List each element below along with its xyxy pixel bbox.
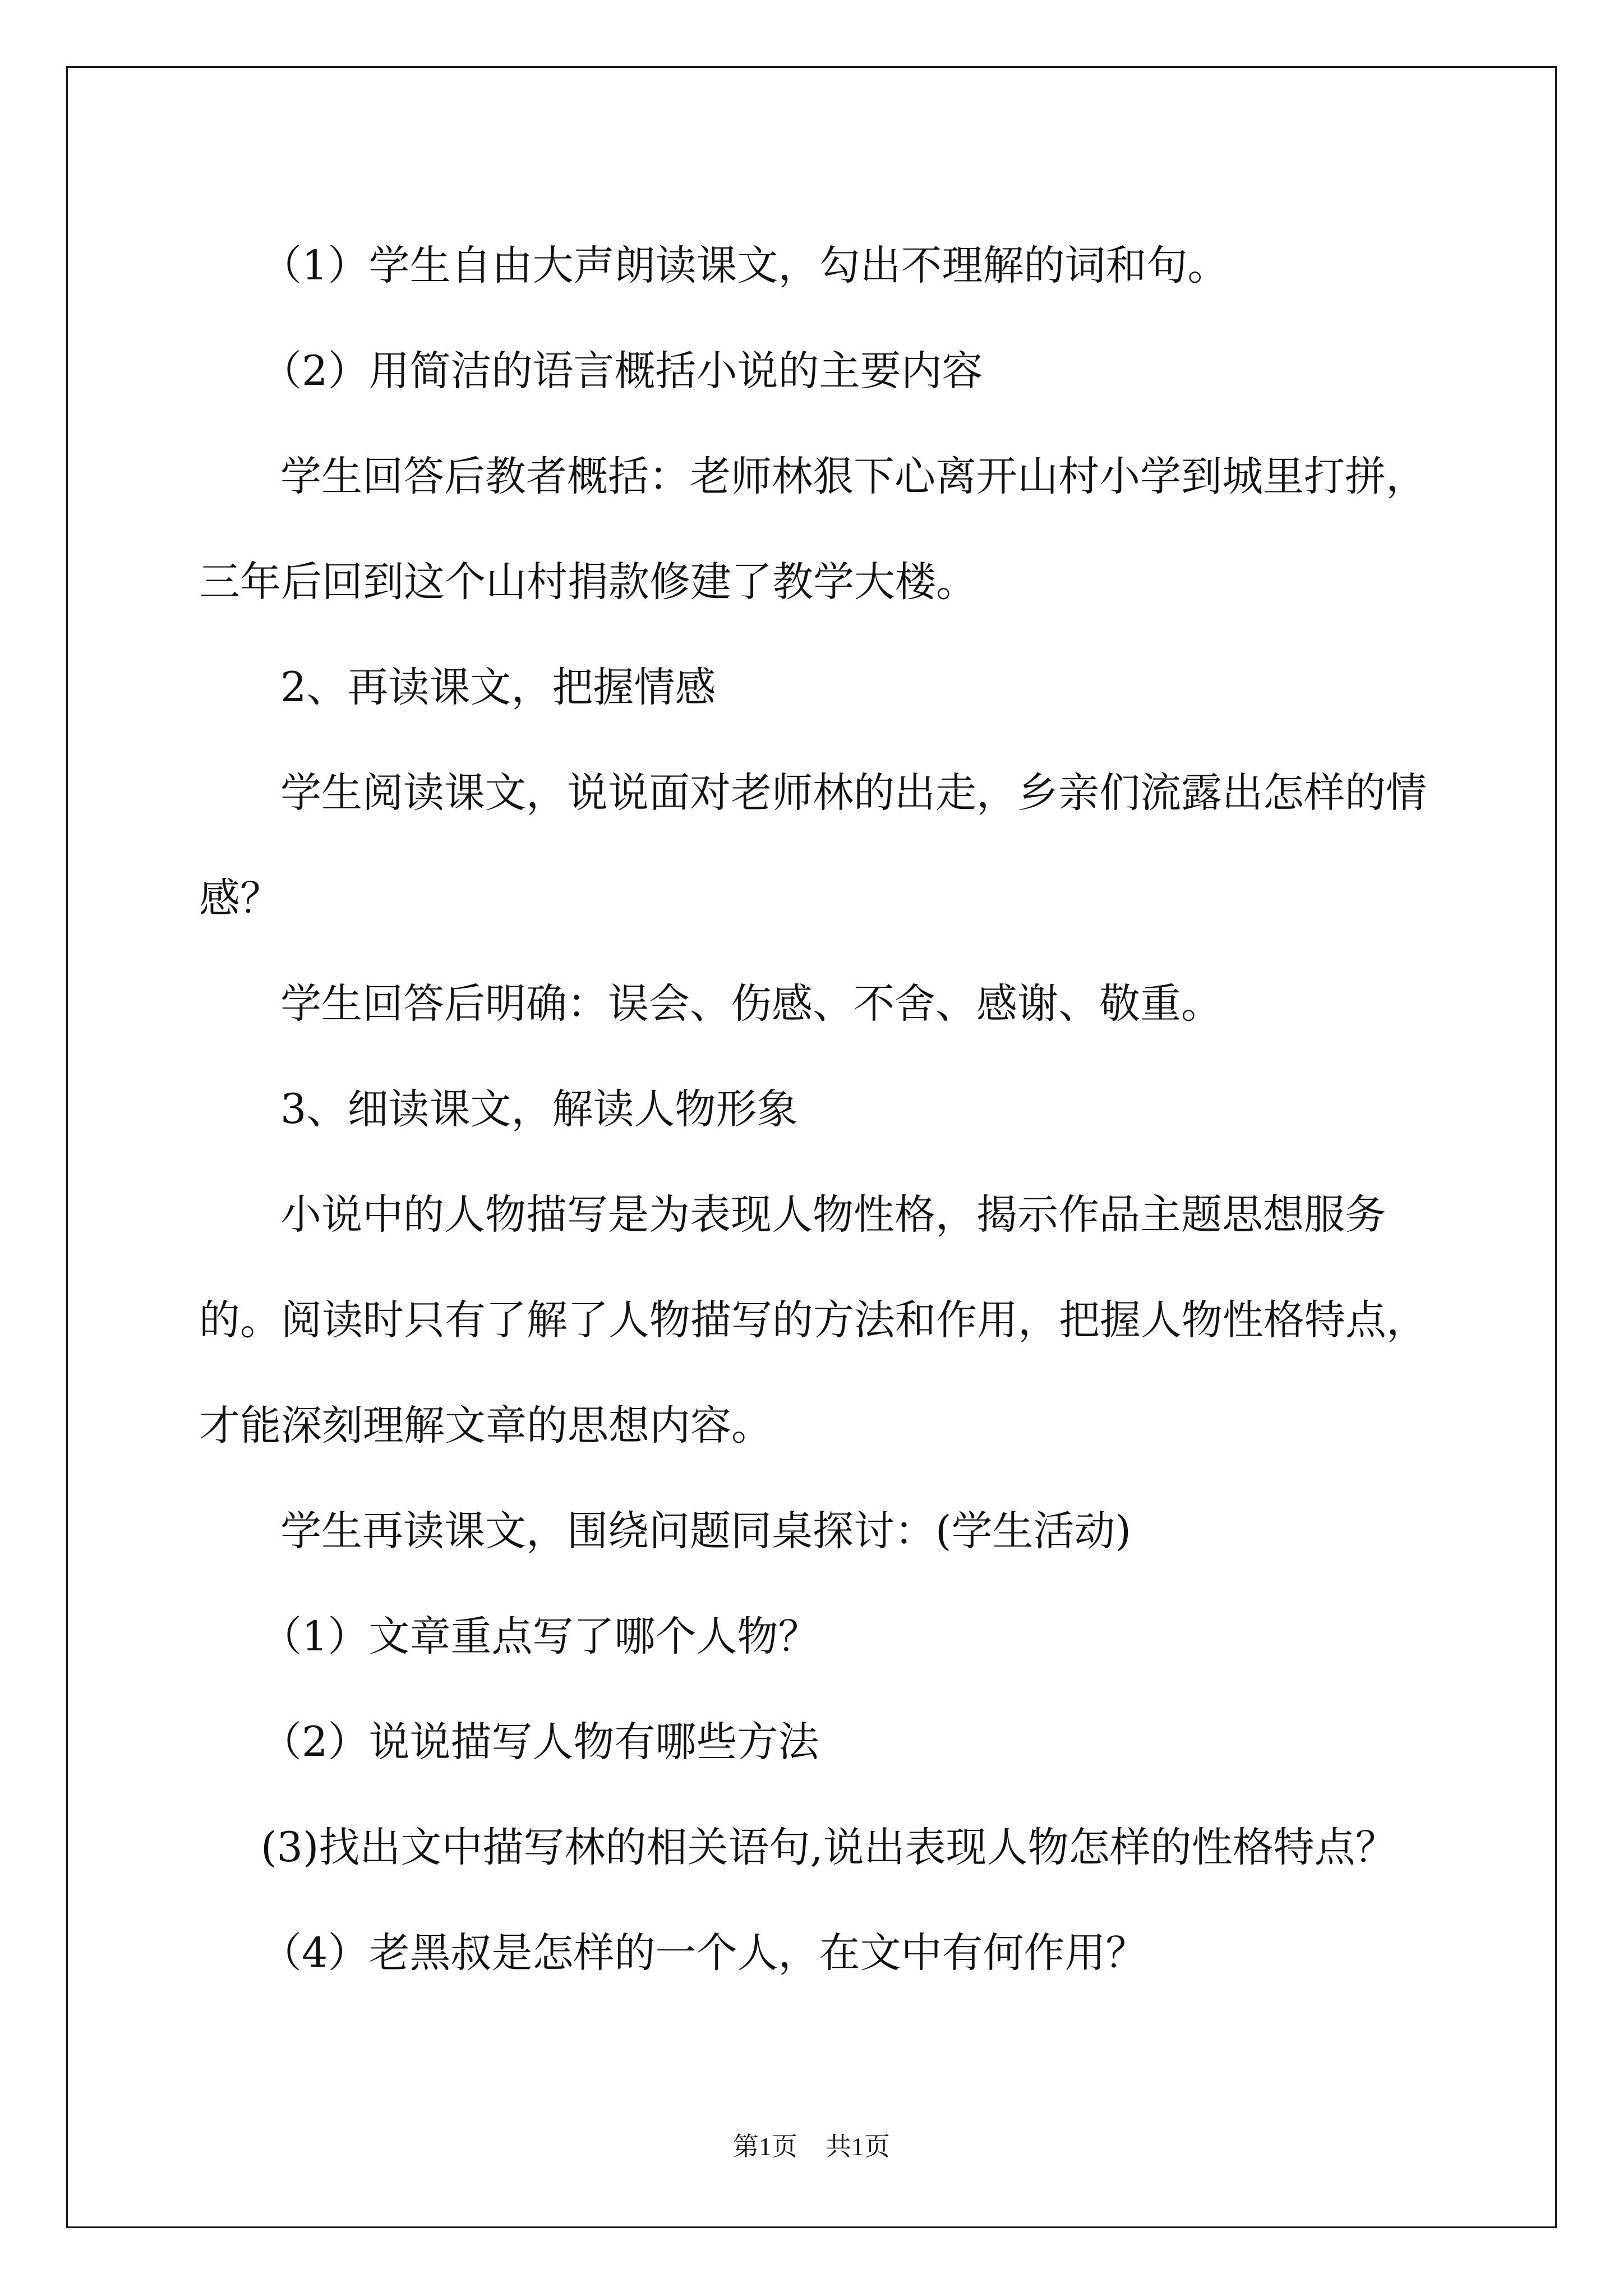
page-total: 共1页 — [826, 2132, 890, 2161]
paragraph-8: 小说中的人物描写是为表现人物性格，揭示作品主题思想服务的。阅读时只有了解了人物描写的方法和作用，把握人物性格特点，才能深刻理解文章的思想内容。 — [199, 1191, 1427, 1450]
paragraph-6: 学生回答后明确：误会、伤感、不舍、感谢、敬重。 — [280, 980, 1222, 1028]
paragraph-7: 3、细读课文，解读人物形象 — [280, 1085, 798, 1133]
page-footer — [0, 2126, 1623, 2163]
paragraph-1: （1）学生自由大声朗读课文，勾出不理解的词和句。 — [261, 242, 1229, 289]
document-body — [199, 213, 1433, 2006]
paragraph-2: （2）用简洁的语言概括小说的主要内容 — [261, 347, 983, 395]
paragraph-5: 学生阅读课文，说说面对老师林的出走，乡亲们流露出怎样的情感？ — [199, 769, 1427, 922]
paragraph-10: （1）文章重点写了哪个人物？ — [261, 1613, 819, 1660]
paragraph-13: （4）老黑叔是怎样的一个人，在文中有何作用？ — [261, 1929, 1147, 1977]
paragraph-12: (3)找出文中描写林的相关语句,说出表现人物怎样的性格特点？ — [261, 1824, 1396, 1871]
page-number: 第1页 — [733, 2132, 797, 2161]
paragraph-11: （2）说说描写人物有哪些方法 — [261, 1718, 819, 1766]
paragraph-9: 学生再读课文，围绕问题同桌探讨：(学生活动) — [280, 1507, 1131, 1555]
paragraph-4: 2、再读课文，把握情感 — [280, 664, 716, 711]
paragraph-3: 学生回答后教者概括：老师林狠下心离开山村小学到城里打拼，三年后回到这个山村捐款修建了教学大楼。 — [199, 453, 1427, 606]
